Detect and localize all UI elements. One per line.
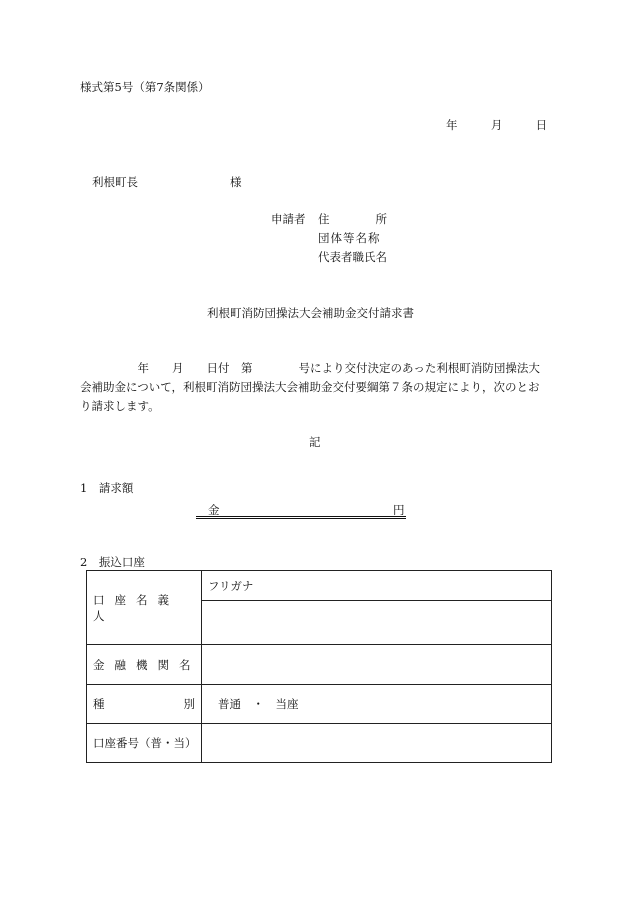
body-line-2: 会補助金について，利根町消防団操法大会補助金交付要綱第７条の規定により，次のとお [80, 380, 540, 394]
date-line [446, 118, 547, 132]
holder-label-cell [87, 571, 202, 645]
bank-account-table [86, 570, 552, 763]
date-year: 年 [446, 118, 458, 132]
body-line-3: り請求します。 [80, 399, 160, 413]
section1-heading: 1 請求額 [80, 481, 134, 495]
holder-name-cell[interactable] [202, 601, 552, 645]
form-number: 様式第5号（第7条関係） [80, 80, 210, 94]
amount-kin: 金 [208, 503, 220, 517]
number-label-cell [87, 724, 202, 763]
date-month: 月 [490, 118, 503, 132]
document-title: 利根町消防団操法大会補助金交付請求書 [207, 306, 414, 320]
amount-underline-double [196, 518, 406, 519]
section2-heading: 2 振込口座 [80, 555, 145, 569]
type-label-a: 種 [93, 697, 105, 711]
addressee-name: 利根町長 [92, 175, 138, 189]
number-label: 口座番号（普・当） [93, 736, 197, 750]
amount-underline [196, 516, 406, 517]
body-line-1: 年 月 日付 第 号により交付決定のあった利根町消防団操法大 [80, 361, 540, 375]
furigana-label: フリガナ [208, 578, 254, 593]
applicant-address-label: 住 所 [318, 212, 387, 226]
bank-label-cell [87, 645, 202, 685]
type-value-cell[interactable] [202, 685, 552, 724]
account-number-cell[interactable] [202, 724, 552, 763]
date-day: 日 [535, 118, 548, 132]
type-value: 普通 ・ 当座 [218, 697, 299, 711]
applicant-rep-label: 代表者職氏名 [318, 250, 387, 264]
applicant-label: 申請者 [271, 212, 306, 226]
ki-heading: 記 [309, 435, 321, 449]
type-label-b: 別 [183, 697, 195, 711]
type-label-cell [87, 685, 202, 724]
bank-name-cell[interactable] [202, 645, 552, 685]
holder-label: 口座名義人 [93, 592, 179, 623]
addressee-honorific: 様 [230, 175, 242, 189]
bank-label: 金融機関名 [93, 657, 201, 672]
amount-yen: 円 [393, 503, 405, 517]
applicant-org-label: 団体等名称 [318, 231, 381, 245]
furigana-cell[interactable] [202, 571, 552, 601]
